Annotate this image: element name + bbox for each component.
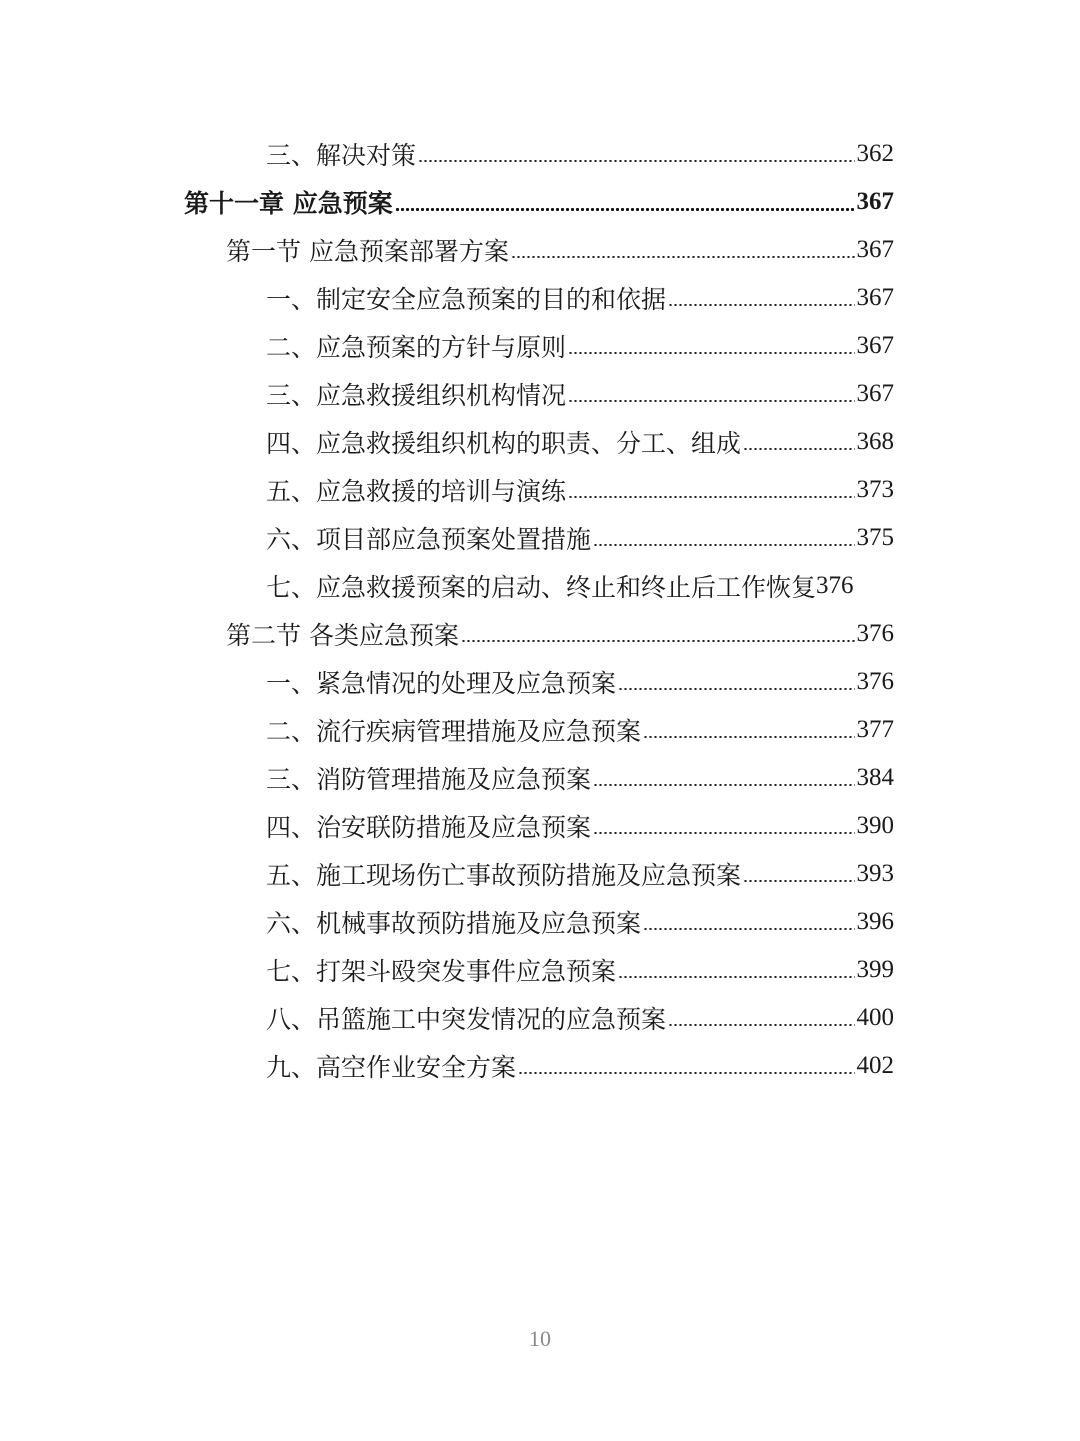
- toc-entry-title: 六、项目部应急预案处置措施: [266, 525, 592, 554]
- toc-entry[interactable]: [0, 706, 894, 754]
- toc-entry[interactable]: [0, 754, 894, 802]
- dot-leader: [593, 784, 854, 786]
- toc-entry-title: 六、机械事故预防措施及应急预案: [266, 909, 642, 938]
- toc-entry-title: 二、流行疾病管理措施及应急预案: [266, 717, 642, 746]
- toc-entry[interactable]: [0, 994, 894, 1042]
- toc-entry-page: 393: [856, 860, 894, 887]
- toc-chapter-entry[interactable]: [0, 178, 894, 226]
- toc-entry[interactable]: [0, 418, 894, 466]
- toc-entry-page: 367: [856, 188, 894, 215]
- dot-leader: [418, 160, 854, 162]
- dot-leader: [618, 976, 854, 978]
- dot-leader: [568, 400, 854, 402]
- dot-leader: [511, 256, 855, 258]
- toc-entry-page: 367: [856, 236, 894, 263]
- toc-entry[interactable]: [0, 562, 904, 610]
- dot-leader: [618, 688, 854, 690]
- toc-entry[interactable]: [0, 658, 894, 706]
- dot-leader: [568, 352, 854, 354]
- toc-entry-page: 384: [856, 764, 894, 791]
- dot-leader: [518, 1072, 854, 1074]
- dot-leader: [668, 1024, 854, 1026]
- toc-entry-page: 399: [856, 956, 894, 983]
- table-of-contents: [0, 130, 1080, 1090]
- toc-entry-title: 三、消防管理措施及应急预案: [266, 765, 592, 794]
- toc-entry-page: 390: [856, 812, 894, 839]
- toc-entry-title: 第二节 各类应急预案: [226, 621, 459, 650]
- toc-entry-page: 376: [856, 620, 894, 647]
- toc-section-entry[interactable]: [0, 610, 894, 658]
- dot-leader: [461, 640, 855, 642]
- toc-entry-page: 377: [856, 716, 894, 743]
- toc-entry-title: 五、施工现场伤亡事故预防措施及应急预案: [266, 861, 742, 890]
- dot-leader: [743, 880, 854, 882]
- toc-entry-page: 362: [856, 140, 894, 167]
- dot-leader: [668, 304, 854, 306]
- toc-entry[interactable]: [0, 898, 894, 946]
- toc-entry-page: 367: [856, 284, 894, 311]
- toc-entry-title: 八、吊篮施工中突发情况的应急预案: [266, 1005, 667, 1034]
- toc-entry-title: 一、紧急情况的处理及应急预案: [266, 669, 617, 698]
- toc-entry-title: 第十一章 应急预案: [184, 189, 393, 218]
- toc-entry[interactable]: [0, 322, 894, 370]
- toc-entry-title: 一、制定安全应急预案的目的和依据: [266, 285, 667, 314]
- dot-leader: [593, 832, 854, 834]
- toc-entry-title: 四、治安联防措施及应急预案: [266, 813, 592, 842]
- page-number: 10: [529, 1326, 551, 1351]
- dot-leader: [593, 544, 854, 546]
- toc-entry-title: 四、应急救援组织机构的职责、分工、组成: [266, 429, 742, 458]
- toc-entry-title: 九、高空作业安全方案: [266, 1053, 517, 1082]
- toc-entry[interactable]: [0, 130, 894, 178]
- dot-leader: [643, 928, 854, 930]
- toc-entry-page: 402: [856, 1052, 894, 1079]
- toc-entry[interactable]: [0, 274, 894, 322]
- toc-entry[interactable]: [0, 514, 894, 562]
- dot-leader: [643, 736, 854, 738]
- toc-entry-title: 二、应急预案的方针与原则: [266, 333, 567, 362]
- toc-entry[interactable]: [0, 370, 894, 418]
- toc-entry[interactable]: [0, 946, 894, 994]
- dot-leader: [395, 208, 855, 211]
- toc-entry-page: 396: [856, 908, 894, 935]
- toc-entry-page: 376: [856, 668, 894, 695]
- toc-entry-title: 三、解决对策: [266, 141, 417, 170]
- toc-entry[interactable]: [0, 466, 894, 514]
- toc-section-entry[interactable]: [0, 226, 894, 274]
- dot-leader: [743, 448, 854, 450]
- toc-entry[interactable]: [0, 802, 894, 850]
- toc-entry-title: 五、应急救援的培训与演练: [266, 477, 567, 506]
- toc-entry-title: 三、应急救援组织机构情况: [266, 381, 567, 410]
- toc-entry-page: 368: [856, 428, 894, 455]
- toc-entry-title: 七、打架斗殴突发事件应急预案: [266, 957, 617, 986]
- toc-entry-page: 376: [816, 572, 854, 599]
- toc-entry-page: 375: [856, 524, 894, 551]
- toc-entry-page: 400: [856, 1004, 894, 1031]
- toc-entry-title: 第一节 应急预案部署方案: [226, 237, 509, 266]
- toc-entry-page: 367: [856, 380, 894, 407]
- toc-entry-page: 367: [856, 332, 894, 359]
- toc-entry-page: 373: [856, 476, 894, 503]
- dot-leader: [568, 496, 854, 498]
- toc-entry-title: 七、应急救援预案的启动、终止和终止后工作恢复: [266, 573, 817, 602]
- toc-entry[interactable]: [0, 1042, 894, 1090]
- toc-entry[interactable]: [0, 850, 894, 898]
